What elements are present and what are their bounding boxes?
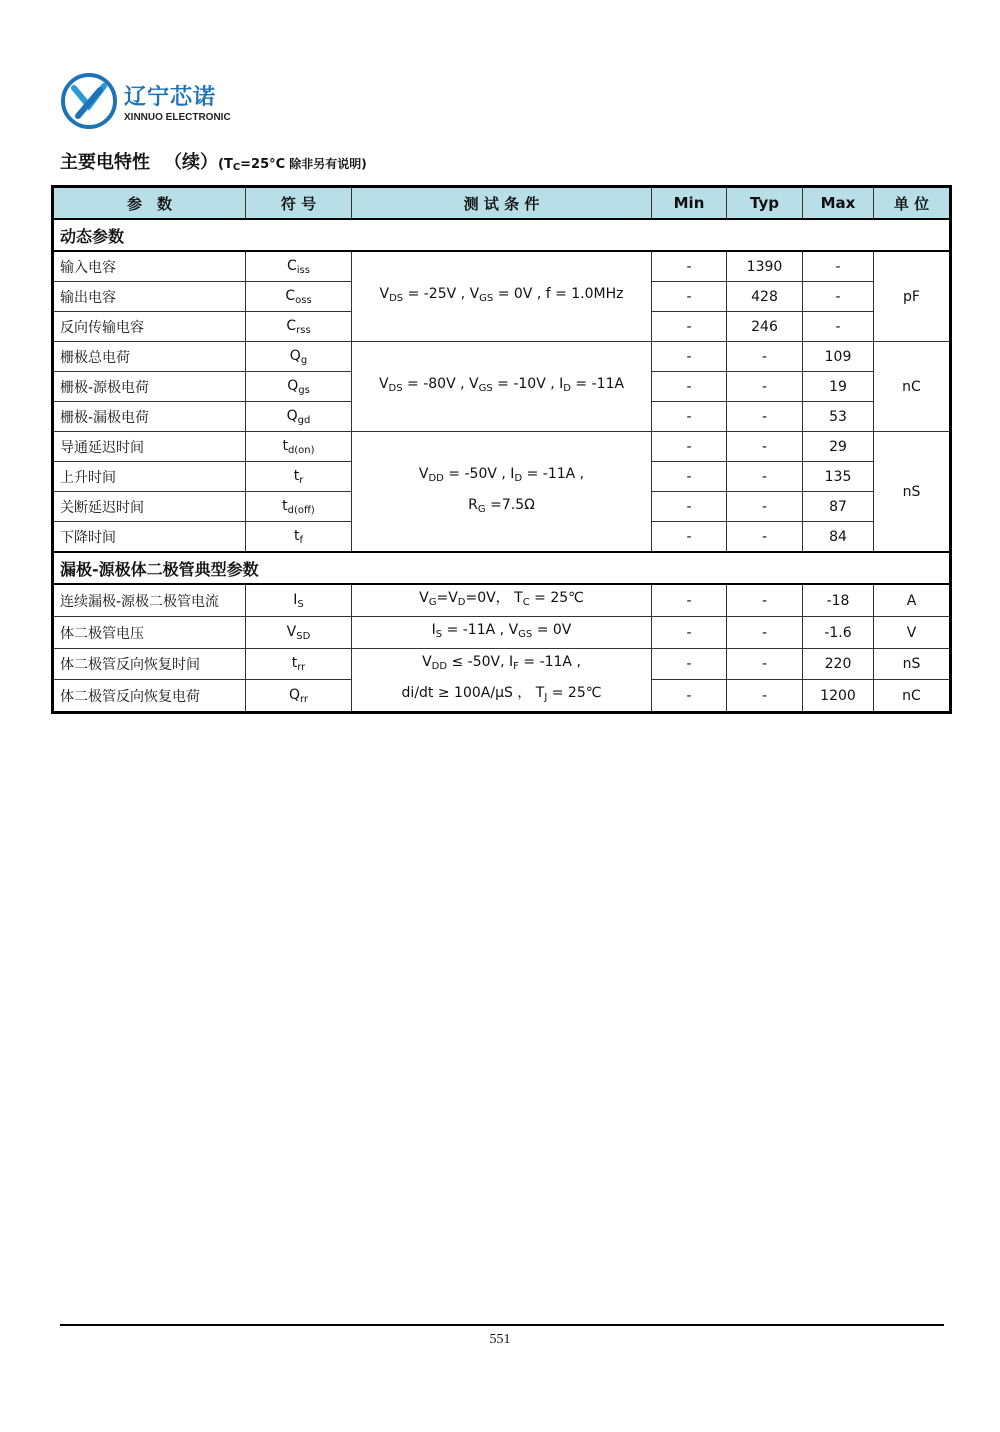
param-cell: 连续漏极-源极二极管电流 (53, 584, 246, 617)
max-cell: 109 (803, 342, 874, 372)
symbol-cell: $t_{d(off)}$ (246, 492, 352, 522)
header-symbol: 符 号 (246, 187, 352, 220)
cond-rest: =25°C (240, 157, 286, 172)
condition-cell (352, 342, 652, 432)
min-cell: - (652, 372, 727, 402)
min-cell: - (652, 312, 727, 342)
symbol-cell: $t_f$ (246, 522, 352, 553)
param-cell: 体二极管电压 (53, 617, 246, 649)
condition-cell (352, 649, 652, 713)
section-title-cond (218, 157, 285, 172)
typ-cell: - (727, 462, 803, 492)
typ-cell: 428 (727, 282, 803, 312)
max-cell: - (803, 251, 874, 282)
typ-cell: - (727, 584, 803, 617)
min-cell: - (652, 680, 727, 713)
table-header-row (53, 187, 951, 220)
param-cell: 体二极管反向恢复电荷 (53, 680, 246, 713)
min-cell: - (652, 251, 727, 282)
min-cell: - (652, 617, 727, 649)
max-cell: 1200 (803, 680, 874, 713)
param-cell: 上升时间 (53, 462, 246, 492)
symbol-cell: $C_{oss}$ (246, 282, 352, 312)
group-title: 动态参数 (53, 219, 951, 251)
max-cell: -18 (803, 584, 874, 617)
condition-text: $V_G=V_D=0V$， $T_C$ = 25℃ (419, 590, 584, 608)
symbol-cell: $Q_{rr}$ (246, 680, 352, 713)
typ-cell: - (727, 522, 803, 553)
condition-cell (352, 617, 652, 649)
brand-name-cn: 辽宁芯诺 (124, 85, 217, 110)
typ-cell: - (727, 617, 803, 649)
param-cell: 下降时间 (53, 522, 246, 553)
logo-mark-icon (60, 72, 118, 130)
brand-name-en: XINNUO ELECTRONIC (124, 112, 231, 123)
max-cell: 29 (803, 432, 874, 462)
section-title-cont: （续） (164, 152, 218, 173)
table-row (53, 432, 951, 462)
param-cell: 输入电容 (53, 251, 246, 282)
condition-text: $V_{DD} = -50V$ , $I_D = -11A$ , (418, 465, 585, 484)
typ-cell: 1390 (727, 251, 803, 282)
symbol-cell: $Q_g$ (246, 342, 352, 372)
header-unit: 单 位 (874, 187, 951, 220)
unit-cell: pF (874, 251, 951, 342)
group-header-row (53, 552, 951, 584)
brand-logo (60, 72, 300, 134)
spec-table (51, 185, 952, 714)
table-row (53, 251, 951, 282)
condition-text: $I_S = -11A$ , $V_{GS} = 0V$ (431, 622, 572, 640)
symbol-cell: $Q_{gs}$ (246, 372, 352, 402)
max-cell: - (803, 312, 874, 342)
condition-text: $R_G =7.5\Omega$ (468, 496, 535, 515)
min-cell: - (652, 432, 727, 462)
min-cell: - (652, 402, 727, 432)
section-title-main: 主要电特性 (60, 152, 150, 173)
condition-text: $V_{DS} = -80V$ , $V_{GS} = -10V$ , $I_D = -11A$ (378, 376, 625, 394)
max-cell: 135 (803, 462, 874, 492)
param-cell: 体二极管反向恢复时间 (53, 649, 246, 680)
condition-cell (352, 251, 652, 342)
max-cell: 53 (803, 402, 874, 432)
typ-cell: 246 (727, 312, 803, 342)
condition-text: di/dt ≥ 100A/μS ， $T_J$ = 25℃ (401, 685, 602, 703)
condition-cell (352, 432, 652, 553)
min-cell: - (652, 584, 727, 617)
group-header-row (53, 219, 951, 251)
typ-cell: - (727, 432, 803, 462)
condition-text: $V_{DD} \le -50V$, $I_F = -11A$ , (422, 654, 581, 672)
symbol-cell: $t_{d(on)}$ (246, 432, 352, 462)
section-title-note: 除非另有说明) (289, 157, 367, 171)
header-param: 参 数 (53, 187, 246, 220)
table-row (53, 342, 951, 372)
unit-cell: nS (874, 649, 951, 680)
typ-cell: - (727, 342, 803, 372)
header-min: Min (652, 187, 727, 220)
max-cell: -1.6 (803, 617, 874, 649)
param-cell: 导通延迟时间 (53, 432, 246, 462)
min-cell: - (652, 462, 727, 492)
symbol-cell: $t_r$ (246, 462, 352, 492)
param-cell: 栅极-源极电荷 (53, 372, 246, 402)
max-cell: 84 (803, 522, 874, 553)
param-cell: 反向传输电容 (53, 312, 246, 342)
table-row (53, 649, 951, 680)
unit-cell: nC (874, 680, 951, 713)
symbol-cell: $Q_{gd}$ (246, 402, 352, 432)
footer-divider (60, 1324, 944, 1326)
unit-cell: A (874, 584, 951, 617)
typ-cell: - (727, 649, 803, 680)
unit-cell: nC (874, 342, 951, 432)
group-title: 漏极-源极体二极管典型参数 (53, 552, 951, 584)
max-cell: 19 (803, 372, 874, 402)
table-row (53, 617, 951, 649)
max-cell: - (803, 282, 874, 312)
cond-open: (T (218, 157, 233, 172)
min-cell: - (652, 649, 727, 680)
param-cell: 栅极总电荷 (53, 342, 246, 372)
cond-sub: C (232, 162, 241, 173)
min-cell: - (652, 282, 727, 312)
param-cell: 关断延迟时间 (53, 492, 246, 522)
unit-cell: nS (874, 432, 951, 553)
min-cell: - (652, 342, 727, 372)
max-cell: 220 (803, 649, 874, 680)
min-cell: - (652, 522, 727, 553)
typ-cell: - (727, 372, 803, 402)
min-cell: - (652, 492, 727, 522)
page-number: 551 (489, 1332, 511, 1347)
typ-cell: - (727, 680, 803, 713)
unit-cell: V (874, 617, 951, 649)
symbol-cell: $C_{iss}$ (246, 251, 352, 282)
max-cell: 87 (803, 492, 874, 522)
header-typ: Typ (727, 187, 803, 220)
typ-cell: - (727, 402, 803, 432)
param-cell: 输出电容 (53, 282, 246, 312)
symbol-cell: $V_{SD}$ (246, 617, 352, 649)
section-title (60, 148, 367, 174)
table-row (53, 584, 951, 617)
condition-cell (352, 584, 652, 617)
header-condition: 测 试 条 件 (352, 187, 652, 220)
typ-cell: - (727, 492, 803, 522)
symbol-cell: $I_S$ (246, 584, 352, 617)
symbol-cell: $t_{rr}$ (246, 649, 352, 680)
param-cell: 栅极-漏极电荷 (53, 402, 246, 432)
condition-text: $V_{DS} = -25V$ , $V_{GS} = 0V$ , f = 1.0MHz (379, 286, 624, 304)
header-max: Max (803, 187, 874, 220)
symbol-cell: $C_{rss}$ (246, 312, 352, 342)
